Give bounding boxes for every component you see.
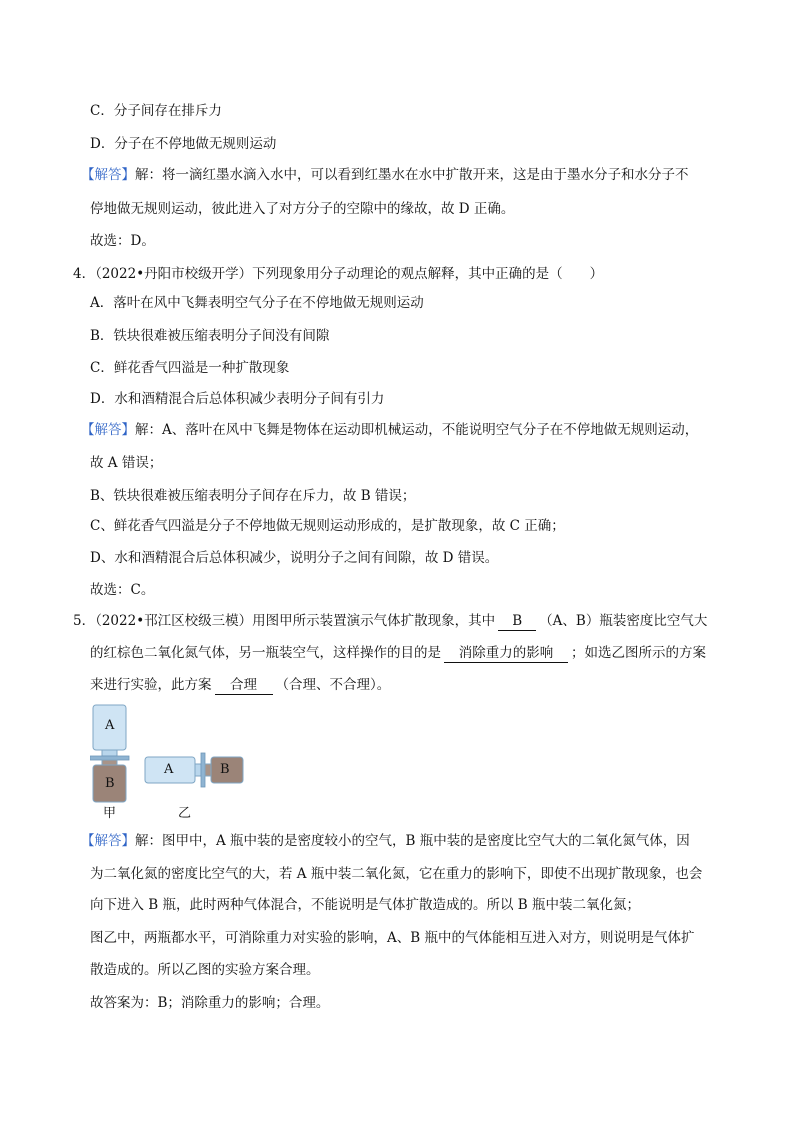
- solution-tag: 【解答】: [81, 422, 135, 438]
- q5-blank-2: 消除重力的影响: [444, 644, 568, 663]
- yi-glass-plate: [201, 753, 205, 787]
- q3-solution-text-1: 解：将一滴红墨水滴入水中，可以看到红墨水在水中扩散开来，这是由于墨水分子和水分子不: [135, 167, 689, 183]
- q4-option-c: C．鲜花香气四溢是一种扩散现象: [90, 360, 290, 376]
- jia-label-b: B: [105, 776, 115, 791]
- q5-stem-text-1b: （A、B）瓶装密度比空气大: [539, 613, 708, 629]
- yi-label-a: A: [164, 762, 174, 777]
- q4-answer: 故选：C。: [90, 582, 155, 598]
- yi-neck-right: [205, 764, 211, 776]
- q4-solution-line-4: C、鲜花香气四溢是分子不停地做无规则运动形成的，是扩散现象，故 C 正确；: [90, 518, 565, 534]
- yi-caption: 乙: [178, 806, 192, 821]
- q5-stem-text-1a: 5．（2022•邗江区校级三模）用图甲所示装置演示气体扩散现象，其中: [73, 613, 496, 629]
- jia-neck-top: [102, 750, 117, 756]
- q4-option-a: A．落叶在风中飞舞表明空气分子在不停地做无规则运动: [90, 295, 424, 311]
- q4-stem: 4．（2022•丹阳市校级开学）下列现象用分子动理论的观点解释，其中正确的是（ ）: [73, 266, 604, 282]
- jia-glass-plate: [90, 756, 129, 760]
- diffusion-figure: [90, 703, 260, 823]
- q5-stem-text-2b: ；如选乙图所示的方案: [571, 645, 706, 661]
- q5-stem-line-1: [73, 611, 707, 631]
- q5-solution-line-5: 散造成的。所以乙图的实验方案合理。: [90, 962, 320, 978]
- yi-label-b: B: [220, 762, 230, 777]
- q3-solution-line-2: 停地做无规则运动，彼此进入了对方分子的空隙中的缘故，故 D 正确。: [90, 201, 515, 217]
- q5-stem-line-2: [90, 643, 706, 663]
- q3-solution-line-1: [81, 165, 689, 185]
- yi-neck-left: [195, 764, 201, 776]
- q5-answer: 故答案为：B；消除重力的影响；合理。: [90, 995, 330, 1011]
- q5-solution-line-2: 为二氧化氮的密度比空气的大，若 A 瓶中装二氧化氮，它在重力的影响下，即使不出现扩散现象，也会: [90, 866, 703, 882]
- q5-stem-line-3: [90, 675, 390, 695]
- q4-solution-text-1: 解：A、落叶在风中飞舞是物体在运动即机械运动，不能说明空气分子在不停地做无规则运动，: [135, 422, 699, 438]
- q5-stem-text-3b: （合理、不合理）。: [275, 677, 391, 693]
- jia-label-a: A: [105, 718, 115, 733]
- q3-answer: 故选：D。: [90, 233, 155, 249]
- q5-solution-line-1: [81, 831, 690, 851]
- jia-caption: 甲: [103, 806, 117, 821]
- q4-option-b: B．铁块很难被压缩表明分子间没有间隙: [90, 328, 330, 344]
- q4-option-d: D．水和酒精混合后总体积减少表明分子间有引力: [90, 391, 385, 407]
- q4-solution-line-2: 故 A 错误；: [90, 455, 163, 471]
- q5-solution-line-3: 向下进入 B 瓶，此时两种气体混合，不能说明是气体扩散造成的。所以 B 瓶中装二氧化氮；: [90, 897, 641, 913]
- q5-blank-1: B: [498, 612, 536, 631]
- q4-solution-line-1: [81, 420, 698, 440]
- q3-option-c: C．分子间存在排斥力: [90, 103, 222, 119]
- diffusion-apparatus-drawing: [90, 703, 260, 803]
- q3-option-d: D．分子在不停地做无规则运动: [90, 136, 277, 152]
- q5-stem-text-3a: 来进行实验，此方案: [90, 677, 212, 693]
- solution-tag: 【解答】: [81, 833, 135, 849]
- jia-neck-bottom: [102, 760, 117, 765]
- q5-blank-3: 合理: [215, 676, 273, 695]
- q5-solution-text-1: 解：图甲中，A 瓶中装的是密度较小的空气，B 瓶中装的是密度比空气大的二氧化氮气体，因: [135, 833, 690, 849]
- q4-solution-line-5: D、水和酒精混合后总体积减少，说明分子之间有间隙，故 D 错误。: [90, 550, 499, 566]
- q5-solution-line-4: 图乙中，两瓶都水平，可消除重力对实验的影响，A、B 瓶中的气体能相互进入对方，则说明是气体扩: [90, 930, 695, 946]
- q4-solution-line-3: B、铁块很难被压缩表明分子间存在斥力，故 B 错误；: [90, 488, 416, 504]
- q5-stem-text-2a: 的红棕色二氧化氮气体，另一瓶装空气，这样操作的目的是: [90, 645, 441, 661]
- solution-tag: 【解答】: [81, 167, 135, 183]
